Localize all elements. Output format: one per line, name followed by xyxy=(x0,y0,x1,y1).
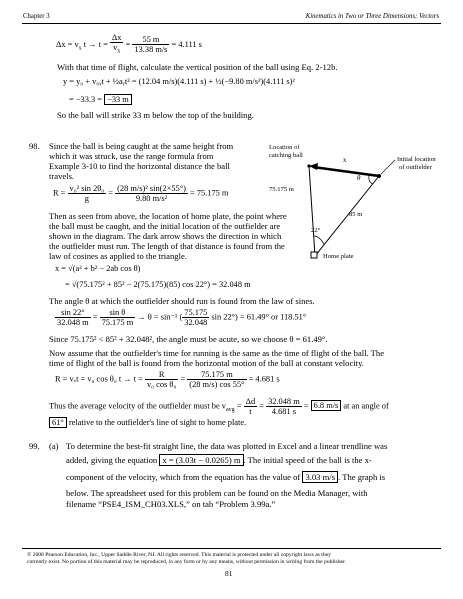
p98-para2-2: the ball must be caught, and the initial location of the outfielder are xyxy=(49,221,281,231)
chapter-subtitle: Kinematics in Two or Three Dimensions; Vectors xyxy=(305,13,439,20)
answer-box-speed: 3.03 m/s xyxy=(302,471,338,483)
p98-intro-3: Example 3-10 to find the horizontal distance the ball xyxy=(49,161,230,171)
p98-intro-1: Since the ball is being caught at the same height from xyxy=(49,141,234,151)
answer-box-33m: −33 m xyxy=(104,94,132,105)
p98-intro-4: travels. xyxy=(49,171,75,181)
angle-answer-line: 61° relative to the outfielder's line of sight to home plate. xyxy=(49,418,246,427)
eq-law-of-cosines-1: x = √(a² + b² − 2ab cos θ) xyxy=(55,264,141,273)
home-plate-marker xyxy=(311,252,317,258)
conclusion-text: So the ball will strike 33 m below the top of the building. xyxy=(57,110,254,120)
leader-initial xyxy=(381,160,395,174)
p98-para3-1: Now assume that the outfielder's time for running is the same as the time of flight of the ball. The xyxy=(49,348,385,358)
eq1-frac2: $\frac{55 m}{13.38 m/s}$ xyxy=(134,35,168,55)
footer-rule xyxy=(22,548,441,549)
flight-text: With that time of flight, calculate the vertical position of the ball using Eq. 2-12b. xyxy=(57,62,338,72)
eq1-frac: $\frac{\Delta x}{v_x}$ xyxy=(111,33,122,55)
p98-para3-2: time of flight of the ball is found from the horizontal motion of the ball at constant velocity. xyxy=(49,358,364,368)
run-direction-arrow xyxy=(313,167,379,176)
eq1-result: = 4.111 s xyxy=(171,39,202,49)
eq-law-of-sines: $\frac{\sin 22^\circ}{32.048 m}$ = $\frac{\text{sin θ}}{75.175 m}$ → θ = sin⁻¹ ( $\frac{75.175}{32.048}$ sin 22°) = 61.49° or 118.51° xyxy=(57,308,307,327)
copyright-line-2: currently exist. No portion of this material may be reproduced, in any form or by any means, without permission in writing from the publisher. xyxy=(27,559,346,565)
label-home-plate: Home plate xyxy=(323,253,354,260)
problem-number-99: 99. xyxy=(29,441,40,451)
eq-range: R = $\frac{\text{v₀² sin 2θ₀}}{g}$ = $\frac{\text{(28 m/s)² sin(2×55°)}}{\text{9.80 m/s²}}$ = 75.175 m xyxy=(53,184,229,203)
catch-point xyxy=(307,164,310,167)
eq1-rest: t → t = xyxy=(83,39,108,49)
p98-para2-4: the outfielder must run. The length of that distance is found from the xyxy=(49,241,285,251)
outfielder-point xyxy=(377,174,381,178)
line-home-to-outfielder xyxy=(315,176,379,256)
label-location-of: Location of xyxy=(269,144,300,151)
eq-law-of-cosines-2: = √(75.175² + 85² − 2(75.175)(85) cos 22°) = 32.048 m xyxy=(65,280,251,289)
eq-vertical-position: y = y₀ + v₀ᵧt + ½aᵧt² = (12.04 m/s)(4.111 s) + ½(−9.80 m/s²)(4.111 s)² xyxy=(63,77,295,86)
page-number: 81 xyxy=(225,569,233,578)
label-x: x xyxy=(343,157,347,164)
p99-line-2: added, giving the equation x = (3.03t − 0.0265) m . The initial speed of the ball is the x- xyxy=(66,455,372,465)
angle-text: The angle θ at which the outfielder should run is found from the law of sines. xyxy=(49,296,315,306)
p99-line-1: To determine the best-fit straight line, the data was plotted in Excel and a linear trendline was xyxy=(66,441,388,451)
header-rule xyxy=(22,23,441,24)
p98-intro-2: which it was struck, use the range formula from xyxy=(49,151,214,161)
chapter-label: Chapter 3 xyxy=(23,13,50,20)
label-distance-a: 75.175 m xyxy=(269,186,294,193)
answer-box-angle: 61° xyxy=(49,417,67,428)
angle-arc-22 xyxy=(314,236,324,244)
angle-arc-theta xyxy=(369,175,373,184)
label-distance-b: 85 m xyxy=(349,211,363,218)
problem-number-98: 98. xyxy=(29,141,40,151)
eq-time-of-flight: $\Delta x = v_x$ t → t = $\frac{\Delta x}{v_x}$ = $\frac{55 m}{13.38 m/s}$ = 4.111 s xyxy=(56,33,202,55)
label-catching-ball: catching ball xyxy=(269,152,303,159)
eq-avg-velocity: Thus the average velocity of the outfielder must be $v_{avg}$ = $\frac{\Delta d}{t}$ = $\frac{32.048 m}{4.681 s}$ = 6.8 m/s at an angle of xyxy=(49,397,389,416)
p99-line-5: filename “PSE4_ISM_CH03.XLS,” on tab “Problem 3.99a.” xyxy=(66,499,276,509)
line-catch-to-home xyxy=(309,166,315,256)
label-theta: θ xyxy=(357,174,361,182)
eq1-left: Δx = v xyxy=(56,39,79,49)
p98-para2-1: Then as seen from above, the location of home plate, the point where xyxy=(49,211,287,221)
since-text: Since 75.175² < 85² + 32.048², the angle must be acute, so we choose θ = 61.49°. xyxy=(49,334,328,344)
p99-line-4: below. The spreadsheet used for this problem can be found on the Media Manager, with xyxy=(66,488,368,498)
p98-para2-3: shown in the diagram. The dark arrow shows the direction in which xyxy=(49,231,282,241)
label-angle-22: 22° xyxy=(311,227,321,234)
field-diagram xyxy=(265,138,450,263)
eq-time: R = vₓt = v₀ cos θ₀ t → t = $\frac{R}{\text{v₀ cos θ₀}}$ = $\frac{75.175 m}{(28 m/s) \cos 55^\circ}$ = 4.681 s xyxy=(55,370,280,389)
p99-line-3: component of the velocity, which from the equation has the value of 3.03 m/s . The graph is xyxy=(66,472,386,482)
p98-para2-5: law of cosines as applied to the triangle. xyxy=(49,251,187,261)
label-initial-location: Initial location xyxy=(397,156,436,163)
answer-box-equation: x = (3.03t − 0.0265) m xyxy=(159,454,243,466)
copyright-line-1: © 2008 Pearson Education, Inc., Upper Saddle River, NJ. All rights reserved. This material is protected under all copyright laws as they xyxy=(27,552,331,558)
part-a-label: (a) xyxy=(49,441,59,451)
eq-result-line: = −33.3 = −33 m xyxy=(69,95,132,104)
label-of-outfielder: of outfielder xyxy=(399,164,432,171)
answer-box-velocity: 6.8 m/s xyxy=(311,400,342,411)
